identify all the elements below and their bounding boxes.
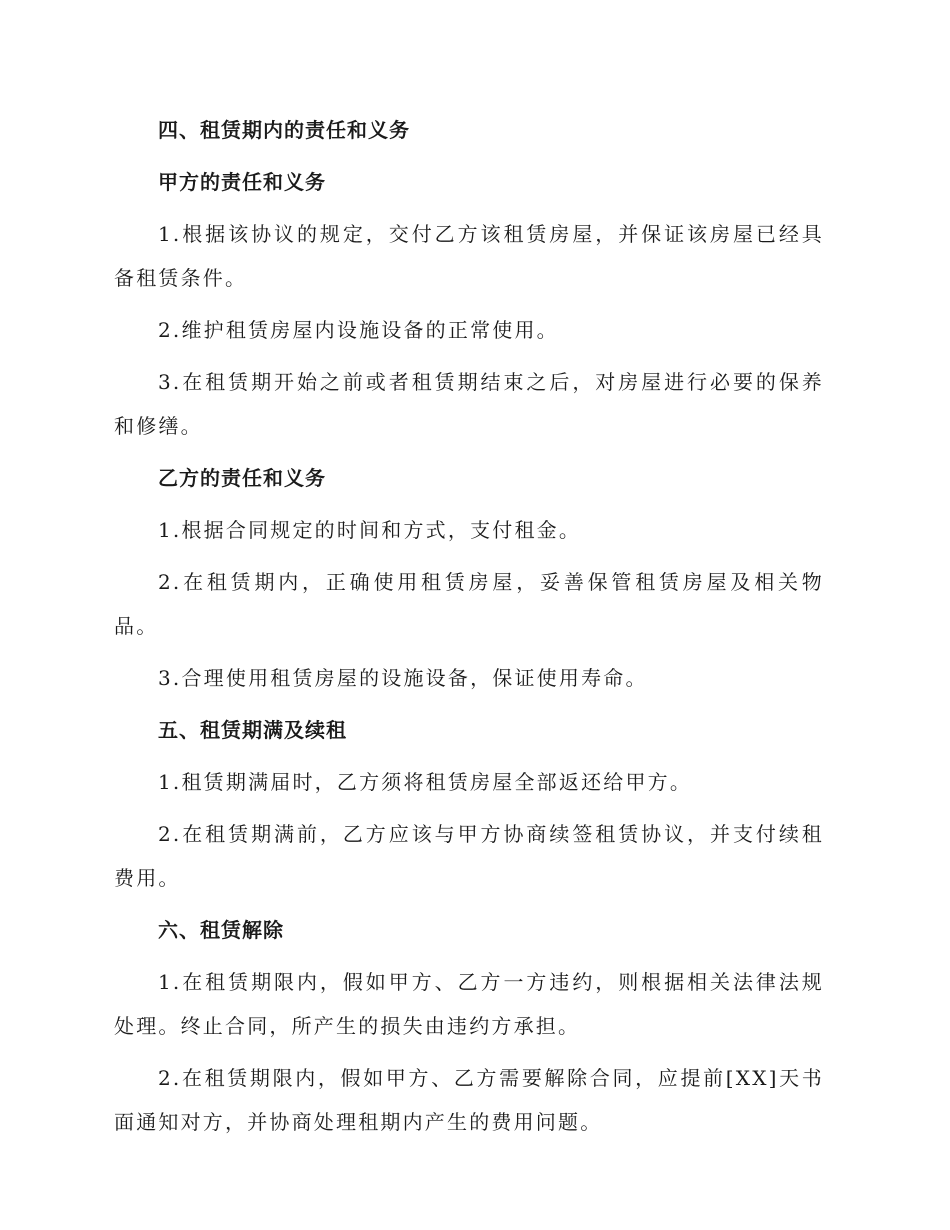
paragraph: 3.合理使用租赁房屋的设施设备，保证使用寿命。 — [158, 666, 648, 690]
paragraph: 1.在租赁期限内，假如甲方、乙方一方违约，则根据相关法律法规处理。终止合同，所产生的损失由违约方承担。 — [114, 970, 824, 1038]
paragraph: 1.根据合同规定的时间和方式，支付租金。 — [158, 518, 582, 542]
paragraph: 2.在租赁期限内，假如甲方、乙方需要解除合同，应提前[XX]天书面通知对方，并协商处理租期内产生的费用问题。 — [114, 1066, 824, 1134]
subheading-party-a: 甲方的责任和义务 — [158, 170, 326, 194]
section-heading-responsibilities: 四、租赁期内的责任和义务 — [158, 118, 410, 142]
paragraph: 3.在租赁期开始之前或者租赁期结束之后，对房屋进行必要的保养和修缮。 — [114, 370, 824, 438]
section-heading-termination: 六、租赁解除 — [158, 918, 284, 942]
paragraph: 1.租赁期满届时，乙方须将租赁房屋全部返还给甲方。 — [158, 770, 693, 794]
paragraph: 2.在租赁期满前，乙方应该与甲方协商续签租赁协议，并支付续租费用。 — [114, 822, 824, 890]
subheading-party-b: 乙方的责任和义务 — [158, 466, 326, 490]
section-heading-renewal: 五、租赁期满及续租 — [158, 718, 347, 742]
paragraph: 2.维护租赁房屋内设施设备的正常使用。 — [158, 318, 559, 342]
paragraph: 1.根据该协议的规定，交付乙方该租赁房屋，并保证该房屋已经具备租赁条件。 — [114, 222, 824, 290]
paragraph: 2.在租赁期内，正确使用租赁房屋，妥善保管租赁房屋及相关物品。 — [114, 570, 824, 638]
